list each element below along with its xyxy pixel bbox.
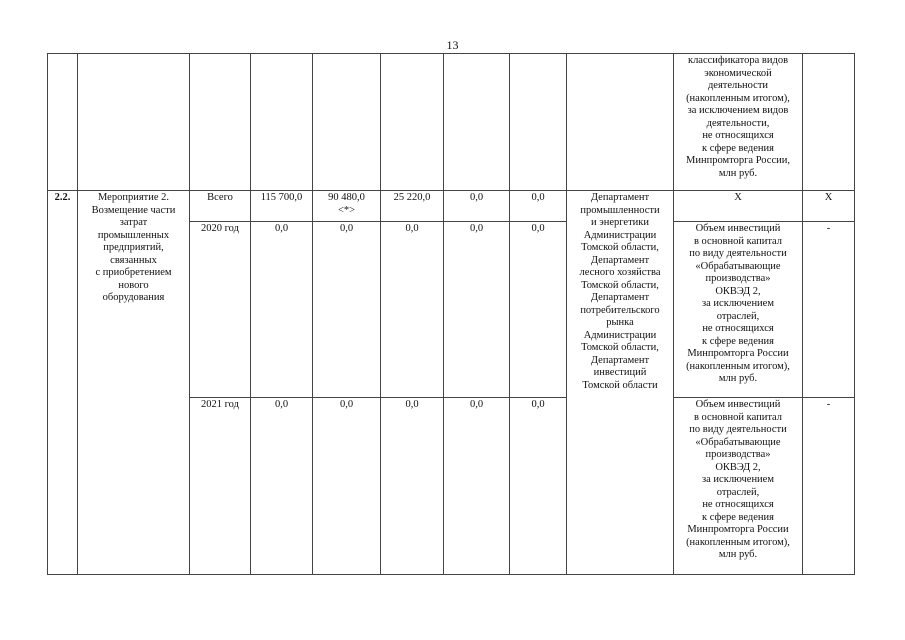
cell-empty [251, 54, 313, 191]
cell-empty [444, 54, 510, 191]
value-cell: 90 480,0 <*> [313, 191, 381, 222]
value-cell: 25 220,0 [381, 191, 444, 222]
value-cell: 0,0 [510, 222, 567, 398]
cell-empty [313, 54, 381, 191]
value-cell: 115 700,0 [251, 191, 313, 222]
page-number: 13 [446, 38, 459, 52]
continuation-row [48, 54, 855, 191]
period-cell: 2021 год [190, 398, 251, 575]
indicator-value-cell: - [803, 398, 855, 575]
measures-table [47, 53, 855, 575]
period-cell: 2020 год [190, 222, 251, 398]
executor-cell: Департамент промышленности и энергетики Администрации Томской области, Департамент лесного хозяйства Томской области, Департамент потребительского рынка Администрации Томской области, Департамент инвестиций Томской области [567, 191, 674, 575]
cell-empty [510, 54, 567, 191]
value-cell: 0,0 [313, 222, 381, 398]
cell-empty [567, 54, 674, 191]
cell-empty [803, 54, 855, 191]
value-cell: 0,0 [381, 398, 444, 575]
value-cell: 0,0 [251, 222, 313, 398]
table-row [48, 191, 855, 222]
period-cell: Всего [190, 191, 251, 222]
cell-empty [78, 54, 190, 191]
value-cell: 0,0 [251, 398, 313, 575]
indicator-value-cell: Х [803, 191, 855, 222]
value-cell: 0,0 [381, 222, 444, 398]
value-cell: 0,0 [313, 398, 381, 575]
indicator-cell: Объем инвестиций в основной капитал по виду деятельности «Обрабатывающие производства» ОКВЭД 2, за исключением отраслей, не относящихся к сфере ведения Минпромторга России (накопленным итогом), млн руб. [674, 398, 803, 575]
value-cell: 0,0 [444, 398, 510, 575]
value-cell: 0,0 [510, 191, 567, 222]
cell-empty [381, 54, 444, 191]
value-cell: 0,0 [510, 398, 567, 575]
section-number: 2.2. [48, 191, 78, 575]
indicator-cell: классификатора видов экономической деятельности (накопленным итогом), за исключением видов деятельности, не относящихся к сфере ведения Минпромторга России, млн руб. [674, 54, 803, 191]
cell-empty [190, 54, 251, 191]
indicator-value-cell: - [803, 222, 855, 398]
measure-name: Мероприятие 2. Возмещение части затрат промышленных предприятий, связанных с приобретением нового оборудования [78, 191, 190, 575]
indicator-cell: Объем инвестиций в основной капитал по виду деятельности «Обрабатывающие производства» ОКВЭД 2, за исключением отраслей, не относящихся к сфере ведения Минпромторга России (накопленным итогом), млн руб. [674, 222, 803, 398]
indicator-cell: Х [674, 191, 803, 222]
cell-empty [48, 54, 78, 191]
value-cell: 0,0 [444, 191, 510, 222]
value-cell: 0,0 [444, 222, 510, 398]
